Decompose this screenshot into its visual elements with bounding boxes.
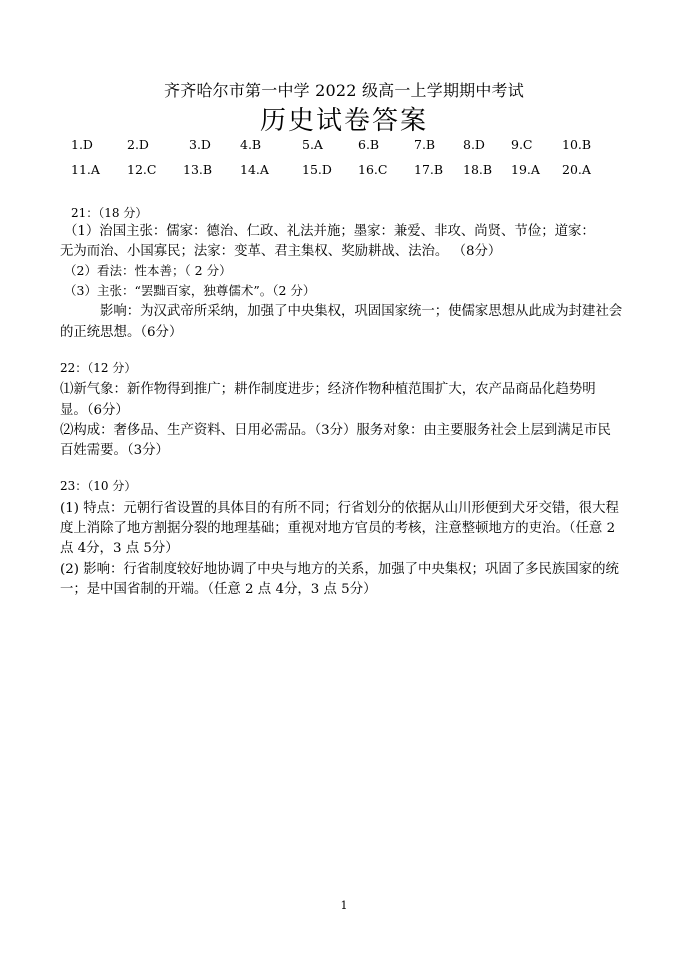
choice-answer: 15.D — [302, 162, 332, 177]
choice-answer: 9.C — [511, 137, 533, 152]
answer-line: 百姓需要。（3分） — [60, 443, 169, 458]
answer-line: ⑴新气象：新作物得到推广；耕作制度进步；经济作物种植范围扩大，农产品商品化趋势明 — [60, 382, 596, 397]
answer-line: （3）主张：“罢黜百家，独尊儒术”。（2 分） — [64, 283, 316, 298]
choice-answer: 20.A — [562, 162, 591, 177]
choice-answer: 4.B — [240, 137, 262, 152]
choice-answer: 6.B — [358, 137, 380, 152]
answer-line: 无为而治、小国寡民；法家：变革、君主集权、奖励耕战、法治。 （8分） — [60, 244, 502, 259]
choice-answer: 7.B — [414, 137, 436, 152]
choice-answer: 13.B — [183, 162, 213, 177]
answer-line: 一；是中国省制的开端。（任意 2 点 4分，3 点 5分） — [60, 582, 377, 597]
choice-answer: 3.D — [189, 137, 211, 152]
answer-line: ⑵构成：奢侈品、生产资料、日用必需品。（3分）服务对象：由主要服务社会上层到满足市民 — [60, 423, 611, 438]
choice-answer: 8.D — [463, 137, 485, 152]
question-23-heading: 23：（10 分） — [60, 479, 137, 493]
choice-answer: 16.C — [358, 162, 388, 177]
choice-answer: 12.C — [127, 162, 157, 177]
answer-line: （1）治国主张：儒家：德治、仁政、礼法并施；墨家：兼爱、非攻、尚贤、节俭；道家： — [64, 224, 595, 239]
answer-line: (2) 影响：行省制度较好地协调了中央与地方的关系，加强了中央集权；巩固了多民族国家的统 — [60, 562, 619, 577]
answer-line: 的正统思想。（6分） — [60, 325, 183, 340]
answer-line: 影响：为汉武帝所采纳，加强了中央集权，巩固国家统一；使儒家思想从此成为封建社会 — [100, 304, 623, 319]
question-21-heading: 21：（18 分） — [71, 206, 148, 220]
choice-answer: 10.B — [562, 137, 592, 152]
question-22-heading: 22：（12 分） — [60, 361, 137, 375]
choice-answer: 18.B — [463, 162, 493, 177]
answer-line: 显。（6分） — [60, 403, 129, 418]
choice-answer: 14.A — [240, 162, 269, 177]
choice-answer: 1.D — [71, 137, 93, 152]
choice-answer: 19.A — [511, 162, 540, 177]
choice-answer: 11.A — [71, 162, 100, 177]
choice-answer: 2.D — [127, 137, 149, 152]
exam-title: 齐齐哈尔市第一中学 2022 级高一上学期期中考试 — [164, 81, 524, 100]
choice-answer: 5.A — [302, 137, 323, 152]
answer-line: （2）看法：性本善；（ 2 分） — [64, 263, 232, 278]
answer-line: 点 4分，3 点 5分） — [60, 541, 179, 556]
page-number: 1 — [340, 899, 348, 912]
document-subtitle: 历史试卷答案 — [259, 106, 428, 136]
choice-answer: 17.B — [414, 162, 444, 177]
answer-line: 度上消除了地方割据分裂的地理基础；重视对地方官员的考核，注意整顿地方的吏治。（任意 2 — [60, 521, 616, 536]
answer-line: (1) 特点：元朝行省设置的具体目的有所不同；行省划分的依据从山川形便到犬牙交错，很大程 — [60, 501, 619, 516]
